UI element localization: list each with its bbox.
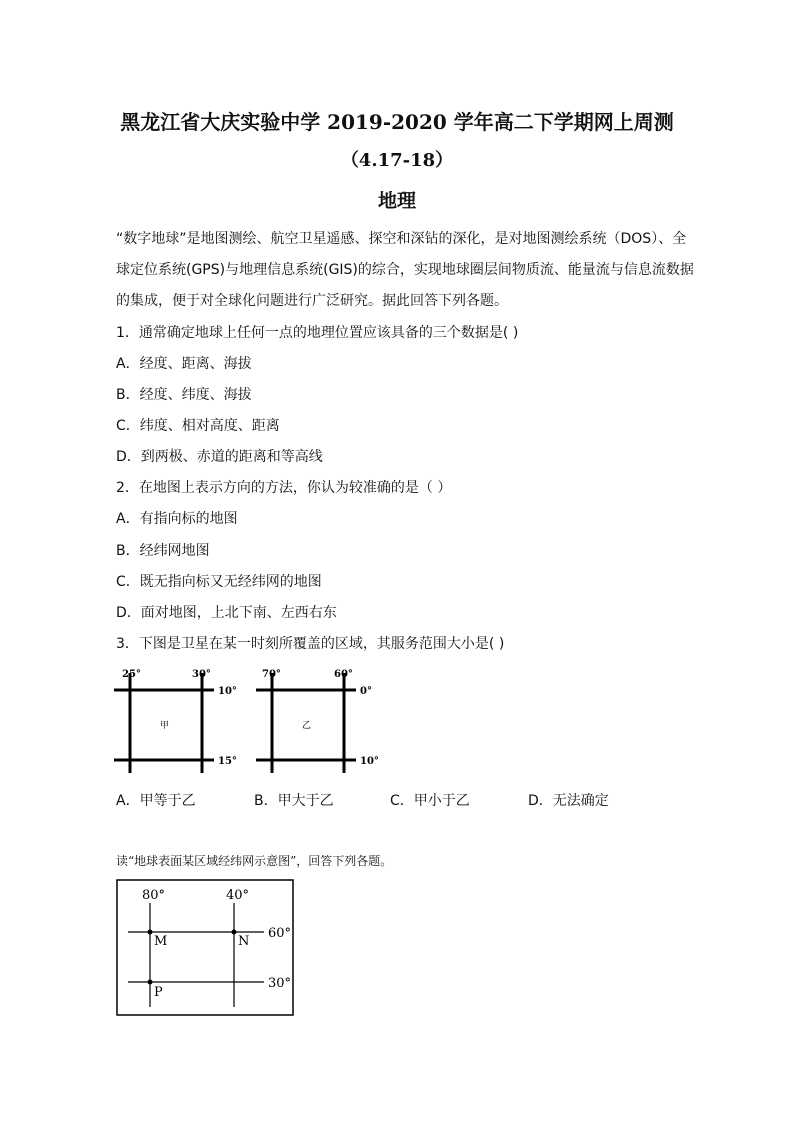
q2-option-d: D．面对地图，上北下南、左西右东 — [116, 605, 337, 621]
yi-label: 乙 — [302, 721, 312, 731]
yi-lat-top: 0° — [360, 686, 372, 697]
q1-stem: 1．通常确定地球上任何一点的地理位置应该具备的三个数据是( ) — [116, 325, 519, 341]
q1-option-c: C．纬度、相对高度、距离 — [116, 418, 280, 434]
q2-option-a: A．有指向标的地图 — [116, 511, 238, 527]
q3-option-d: D．无法确定 — [528, 793, 609, 809]
intro-line-1: “数字地球”是地图测绘、航空卫星遥感、探空和深钻的深化，是对地图测绘系统（DOS）、全 — [116, 231, 687, 247]
q2-option-b: B．经纬网地图 — [116, 543, 210, 559]
lat-lon-grid-figure — [116, 879, 296, 1019]
grid-figure-jia — [110, 665, 250, 780]
point-n-marker — [232, 930, 237, 935]
yi-lat-bottom: 10° — [360, 756, 379, 767]
jia-lat-bottom: 15° — [218, 756, 237, 767]
page-title: 黑龙江省大庆实验中学 2019-2020 学年高二下学期网上周测 — [120, 110, 674, 134]
q1-option-d: D．到两极、赤道的距离和等高线 — [116, 449, 323, 465]
q3-option-c: C．甲小于乙 — [390, 793, 470, 809]
intro-line-3: 的集成，便于对全球化问题进行广泛研究。据此回答下列各题。 — [116, 293, 508, 309]
point-m-label: M — [154, 934, 168, 949]
point-p-label: P — [154, 985, 163, 1000]
lat-label-bottom: 30° — [268, 976, 292, 991]
jia-lon-left: 25° — [122, 669, 141, 680]
point-p-marker — [148, 980, 153, 985]
jia-lat-top: 10° — [218, 686, 237, 697]
q3-option-a: A．甲等于乙 — [116, 793, 196, 809]
yi-lon-left: 70° — [262, 669, 281, 680]
yi-lon-right: 60° — [334, 669, 353, 680]
q1-option-b: B．经度、纬度、海拔 — [116, 387, 252, 403]
intro-line-2: 球定位系统(GPS)与地理信息系统(GIS)的综合，实现地球圈层间物质流、能量流与信息流数据 — [116, 262, 694, 278]
subject-heading: 地理 — [377, 190, 416, 212]
lon-label-left: 80° — [142, 888, 166, 903]
lat-label-top: 60° — [268, 926, 292, 941]
jia-label: 甲 — [160, 721, 170, 731]
reading-prompt: 读“地球表面某区域经纬网示意图”，回答下列各题。 — [116, 854, 393, 868]
q3-option-b: B．甲大于乙 — [254, 793, 334, 809]
point-m-marker — [148, 930, 153, 935]
q1-option-a: A．经度、距离、海拔 — [116, 356, 252, 372]
q3-stem: 3．下图是卫星在某一时刻所覆盖的区域，其服务范围大小是( ) — [116, 636, 505, 652]
point-n-label: N — [238, 934, 250, 949]
page-subtitle: （4.17-18） — [340, 150, 454, 171]
q2-stem: 2．在地图上表示方向的方法，你认为较准确的是（ ） — [116, 480, 452, 496]
q2-option-c: C．既无指向标又无经纬网的地图 — [116, 574, 322, 590]
lon-label-right: 40° — [226, 888, 250, 903]
grid-figure-yi — [252, 665, 392, 780]
jia-lon-right: 30° — [192, 669, 211, 680]
